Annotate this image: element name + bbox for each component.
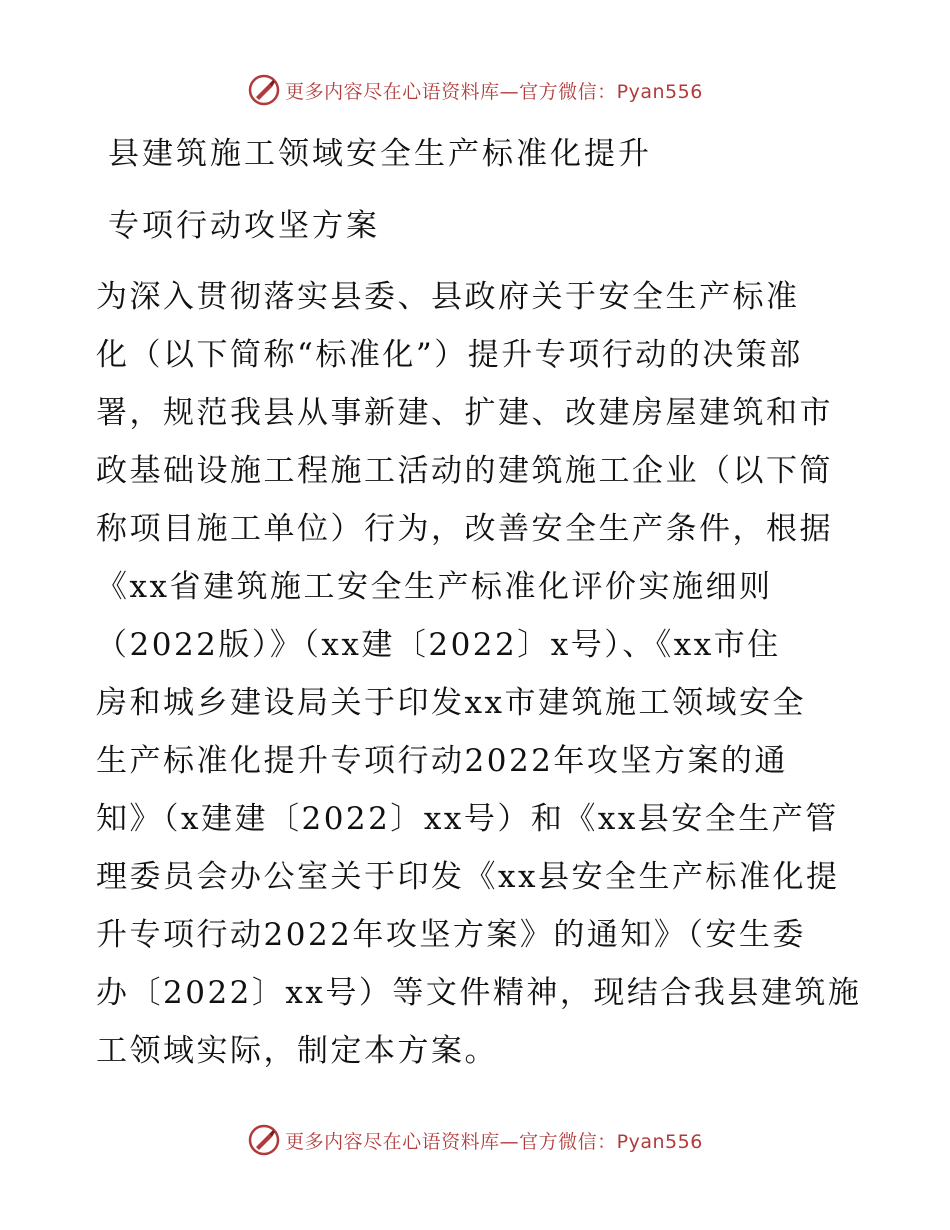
paragraph-line: 署，规范我县从事新建、扩建、改建房屋建筑和市 bbox=[96, 395, 833, 431]
paragraph-line: 升专项行动2022年攻坚方案》的通知》（安生委 bbox=[96, 917, 806, 953]
paragraph-line: 房和城乡建设局关于印发xx市建筑施工领域安全 bbox=[96, 685, 806, 721]
paragraph-line: 工领域实际，制定本方案。 bbox=[96, 1033, 498, 1069]
document-body bbox=[96, 268, 866, 1080]
watermark-text: 更多内容尽在心语资料库—官方微信：Pyan556 bbox=[285, 80, 703, 103]
paragraph-line: 办〔2022〕xx号）等文件精神，现结合我县建筑施 bbox=[96, 975, 862, 1011]
paragraph-line: 生产标准化提升专项行动2022年攻坚方案的通 bbox=[96, 743, 788, 779]
paragraph-line: 知》（x建建〔2022〕xx号）和《xx县安全生产管 bbox=[96, 801, 839, 837]
watermark-logo-icon bbox=[247, 1123, 281, 1157]
paragraph-line: （2022版）》（xx建〔2022〕x号）、《xx市住 bbox=[96, 627, 781, 663]
watermark-logo-icon bbox=[247, 73, 281, 107]
paragraph-line: 称项目施工单位）行为，改善安全生产条件，根据 bbox=[96, 511, 833, 547]
document-title-line1: 县建筑施工领域安全生产标准化提升 bbox=[108, 136, 652, 172]
footer-watermark bbox=[0, 1120, 950, 1160]
document-title-line2: 专项行动攻坚方案 bbox=[108, 208, 380, 244]
paragraph-line: 化（以下简称“标准化”）提升专项行动的决策部 bbox=[96, 337, 803, 373]
watermark-text: 更多内容尽在心语资料库—官方微信：Pyan556 bbox=[285, 1130, 703, 1153]
paragraph-line: 为深入贯彻落实县委、县政府关于安全生产标准 bbox=[96, 279, 800, 315]
paragraph-line: 理委员会办公室关于印发《xx县安全生产标准化提 bbox=[96, 859, 840, 895]
header-watermark bbox=[0, 70, 950, 110]
paragraph-line: 政基础设施工程施工活动的建筑施工企业（以下简 bbox=[96, 453, 833, 489]
paragraph-line: 《xx省建筑施工安全生产标准化评价实施细则 bbox=[96, 569, 773, 605]
